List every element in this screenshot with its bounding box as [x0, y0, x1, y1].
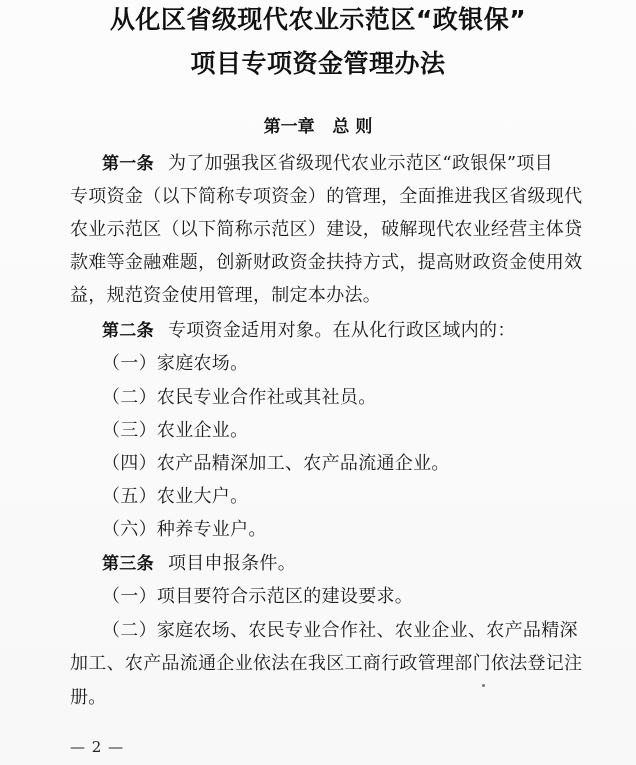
document-title-line-1: 从化区省级现代农业示范区“政银保”: [109, 5, 527, 34]
article-1-label: 第一条: [102, 154, 154, 174]
page-number: — 2 —: [70, 738, 125, 756]
article-2-item: （三）农业企业。: [102, 420, 249, 441]
article-3-first-line: [102, 549, 296, 575]
scan-speck: [482, 684, 485, 687]
article-1-line: 农业示范区（以下简称示范区）建设，破解现代农业经营主体贷: [70, 219, 583, 240]
article-2-label: 第二条: [102, 321, 154, 341]
article-3-text: 项目申报条件。: [167, 553, 297, 574]
article-1-line: 益，规范资金使用管理，制定本办法。: [70, 285, 382, 306]
article-2-first-line: [102, 316, 516, 342]
article-3-item-continuation: 册。: [70, 687, 107, 708]
article-1-line: 为了加强我区省级现代农业示范区“政银保”项目: [167, 153, 553, 174]
article-3-item-continuation: 加工、农产品流通企业依法在我区工商行政管理部门依法登记注: [70, 653, 583, 674]
article-2-item: （五）农业大户。: [102, 486, 249, 507]
article-3-item: （一）项目要符合示范区的建设要求。: [102, 586, 414, 607]
article-2-item: （一）家庭农场。: [102, 353, 249, 374]
article-2-item: （四）农产品精深加工、农产品流通企业。: [102, 453, 450, 474]
article-3-item: （二）家庭农场、农民专业合作社、农业企业、农产品精深: [102, 620, 578, 641]
article-2-item: （二）农民专业合作社或其社员。: [102, 387, 377, 408]
article-1-line: 专项资金（以下简称专项资金）的管理，全面推进我区省级现代: [70, 186, 583, 207]
document-title-line-2: 项目专项资金管理办法: [190, 49, 446, 78]
article-3-label: 第三条: [102, 554, 154, 574]
article-1-line: 款难等金融难题，创新财政资金扶持方式，提高财政资金使用效: [70, 252, 583, 273]
article-2-item: （六）种养专业户。: [102, 519, 267, 540]
article-2-text: 专项资金适用对象。在从化行政区域内的：: [167, 320, 516, 341]
article-1-first-line: [102, 149, 553, 175]
chapter-heading: 第一章 总 则: [263, 117, 373, 137]
